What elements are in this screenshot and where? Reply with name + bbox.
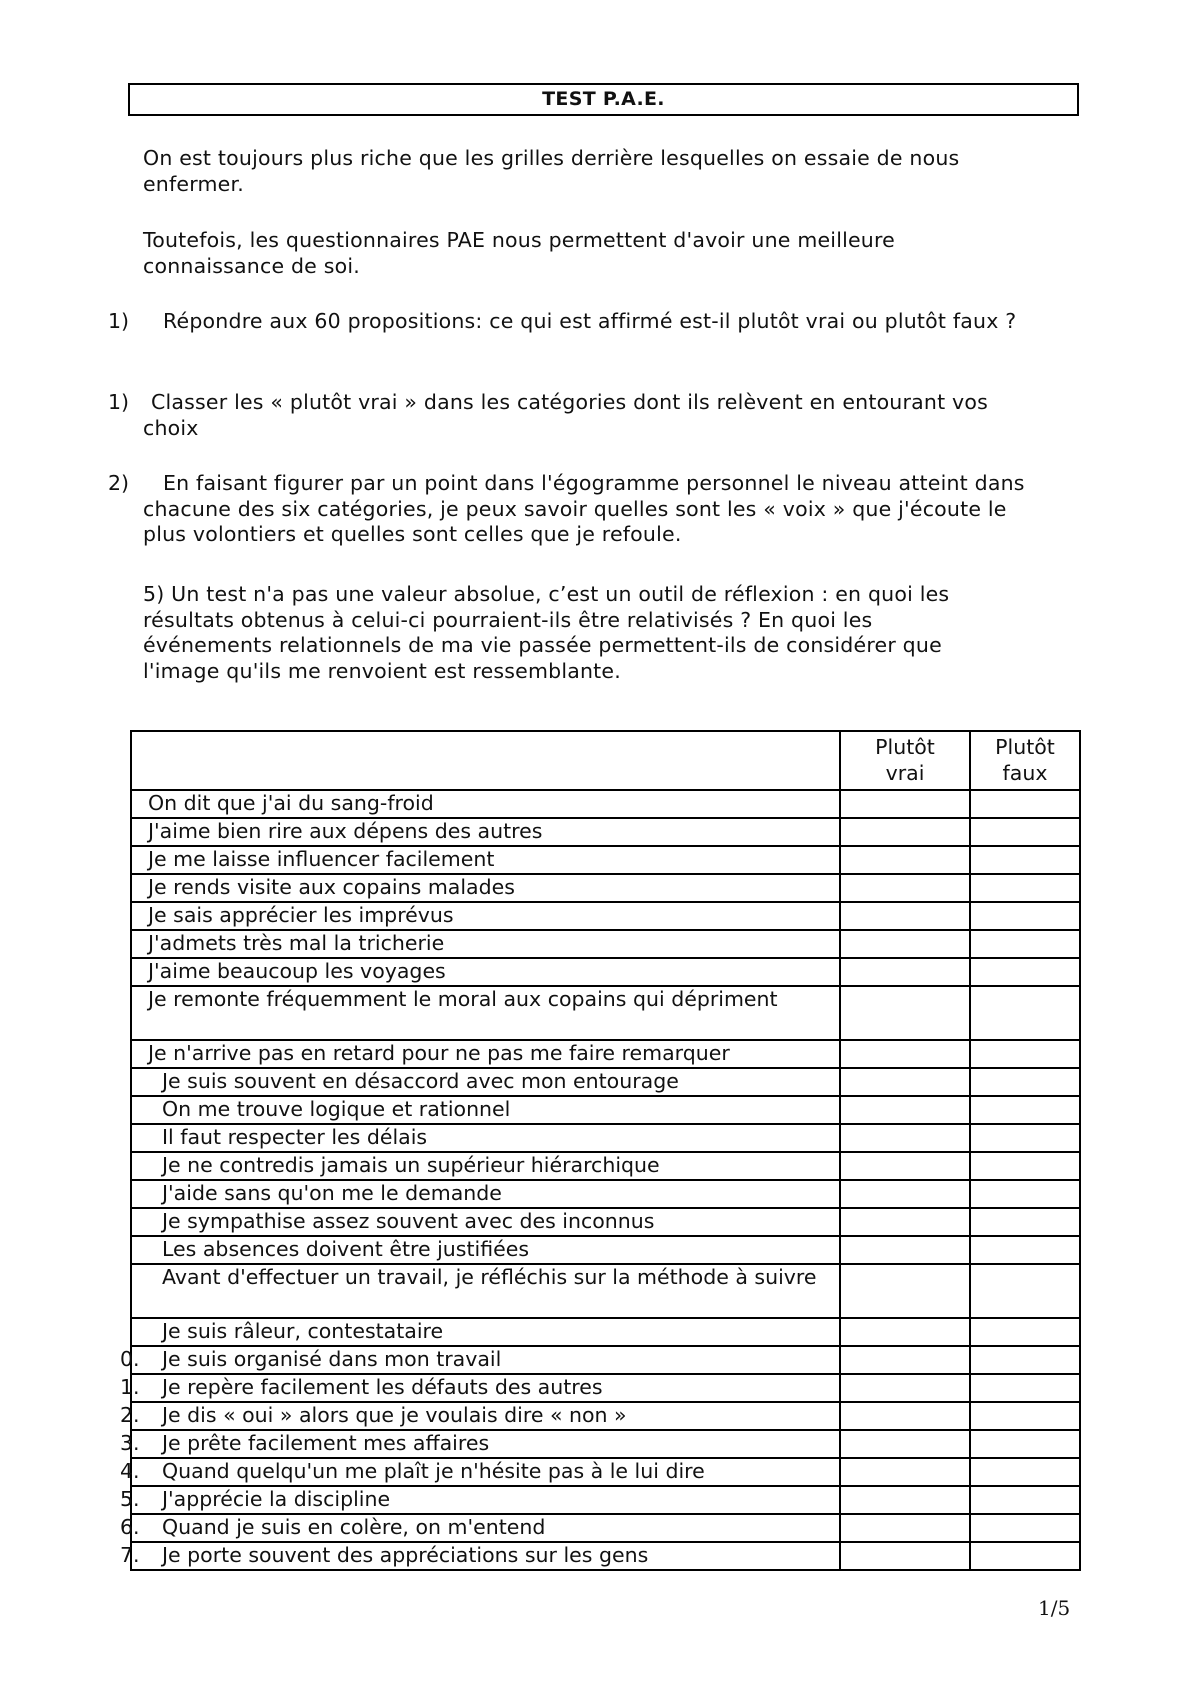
plutot-vrai-answer-cell[interactable] xyxy=(840,902,970,930)
plutot-vrai-answer-cell[interactable] xyxy=(840,958,970,986)
table-row xyxy=(131,1514,1080,1542)
statement-text: Je suis râleur, contestataire xyxy=(162,1319,444,1343)
statement-number: 1. xyxy=(120,1375,140,1399)
plutot-faux-answer-cell[interactable] xyxy=(970,1180,1080,1208)
plutot-faux-answer-cell[interactable] xyxy=(970,1152,1080,1180)
statement-cell xyxy=(120,1458,840,1486)
table-row xyxy=(131,1236,1080,1264)
statement-text: Je sais apprécier les imprévus xyxy=(148,903,454,927)
statement-text: Je prête facilement mes affaires xyxy=(162,1431,490,1455)
plutot-faux-answer-cell[interactable] xyxy=(970,1068,1080,1096)
plutot-vrai-answer-cell[interactable] xyxy=(840,1208,970,1236)
statement-cell xyxy=(120,1346,840,1374)
plutot-vrai-answer-cell[interactable] xyxy=(840,1430,970,1458)
table-row xyxy=(131,1346,1080,1374)
intro-paragraph-1: On est toujours plus riche que les grilles derrière lesquelles on essaie de nous enfermer. xyxy=(143,146,960,196)
statement-cell xyxy=(131,874,840,902)
statement-text: Je ne contredis jamais un supérieur hiérarchique xyxy=(162,1153,660,1177)
statement-text: Je repère facilement les défauts des autres xyxy=(162,1375,603,1399)
plutot-faux-answer-cell[interactable] xyxy=(970,902,1080,930)
table-row xyxy=(131,1208,1080,1236)
plutot-faux-answer-cell[interactable] xyxy=(970,1346,1080,1374)
plutot-faux-answer-cell[interactable] xyxy=(970,1318,1080,1346)
statement-cell xyxy=(120,1542,840,1570)
statement-cell xyxy=(120,1430,840,1458)
plutot-faux-answer-cell[interactable] xyxy=(970,1208,1080,1236)
plutot-faux-answer-cell[interactable] xyxy=(970,930,1080,958)
statement-cell xyxy=(131,1318,840,1346)
statement-cell xyxy=(131,1208,840,1236)
plutot-vrai-answer-cell[interactable] xyxy=(840,846,970,874)
plutot-vrai-answer-cell[interactable] xyxy=(840,874,970,902)
plutot-vrai-answer-cell[interactable] xyxy=(840,986,970,1040)
statement-cell xyxy=(131,1096,840,1124)
statement-cell xyxy=(131,1152,840,1180)
table-row xyxy=(131,1068,1080,1096)
plutot-faux-answer-cell[interactable] xyxy=(970,790,1080,818)
step-number-1: 1) xyxy=(108,309,130,333)
statement-cell xyxy=(131,1040,840,1068)
plutot-faux-answer-cell[interactable] xyxy=(970,846,1080,874)
statement-text: Il faut respecter les délais xyxy=(162,1125,428,1149)
step-text-1: Répondre aux 60 propositions: ce qui est affirmé est-il plutôt vrai ou plutôt faux ? xyxy=(163,309,1017,333)
plutot-faux-answer-cell[interactable] xyxy=(970,1542,1080,1570)
plutot-faux-answer-cell[interactable] xyxy=(970,818,1080,846)
header-empty-cell xyxy=(131,731,840,790)
statement-cell xyxy=(131,846,840,874)
statement-cell xyxy=(131,958,840,986)
plutot-vrai-answer-cell[interactable] xyxy=(840,1402,970,1430)
statement-cell xyxy=(131,930,840,958)
plutot-vrai-answer-cell[interactable] xyxy=(840,818,970,846)
statement-cell xyxy=(131,818,840,846)
step-text-2: Classer les « plutôt vrai » dans les catégories dont ils relèvent en entourant vos choix xyxy=(143,390,988,440)
statement-cell xyxy=(120,1486,840,1514)
statement-cell xyxy=(131,1068,840,1096)
table-row xyxy=(131,818,1080,846)
plutot-vrai-answer-cell[interactable] xyxy=(840,1096,970,1124)
statement-number: 5. xyxy=(120,1487,140,1511)
plutot-vrai-answer-cell[interactable] xyxy=(840,1040,970,1068)
statement-text: On me trouve logique et rationnel xyxy=(162,1097,511,1121)
plutot-vrai-answer-cell[interactable] xyxy=(840,1374,970,1402)
table-row xyxy=(131,1458,1080,1486)
plutot-faux-answer-cell[interactable] xyxy=(970,1430,1080,1458)
statement-cell xyxy=(131,1264,840,1318)
statement-text: Quand je suis en colère, on m'entend xyxy=(162,1515,546,1539)
plutot-faux-answer-cell[interactable] xyxy=(970,1374,1080,1402)
statement-text: Je porte souvent des appréciations sur les gens xyxy=(162,1543,649,1567)
plutot-vrai-answer-cell[interactable] xyxy=(840,1068,970,1096)
plutot-vrai-answer-cell[interactable] xyxy=(840,1236,970,1264)
table-row xyxy=(131,790,1080,818)
statement-text: J'aide sans qu'on me le demande xyxy=(162,1181,502,1205)
table-row xyxy=(131,1180,1080,1208)
statement-number: 7. xyxy=(120,1543,140,1567)
statement-text: Avant d'effectuer un travail, je réfléchis sur la méthode à suivre xyxy=(162,1265,817,1289)
statement-number: 6. xyxy=(120,1515,140,1539)
plutot-faux-answer-cell[interactable] xyxy=(970,1458,1080,1486)
table-row xyxy=(131,1430,1080,1458)
statement-text: Je dis « oui » alors que je voulais dire « non » xyxy=(162,1403,627,1427)
plutot-vrai-answer-cell[interactable] xyxy=(840,930,970,958)
statement-text: J'aime bien rire aux dépens des autres xyxy=(148,819,543,843)
table-row xyxy=(131,1402,1080,1430)
statement-number: 2. xyxy=(120,1403,140,1427)
plutot-faux-answer-cell[interactable] xyxy=(970,1486,1080,1514)
statement-text: Je n'arrive pas en retard pour ne pas me faire remarquer xyxy=(148,1041,730,1065)
statement-text: Je me laisse influencer facilement xyxy=(148,847,495,871)
plutot-vrai-answer-cell[interactable] xyxy=(840,1458,970,1486)
table-row xyxy=(131,1040,1080,1068)
statement-text: Je suis organisé dans mon travail xyxy=(162,1347,502,1371)
plutot-faux-answer-cell[interactable] xyxy=(970,1264,1080,1318)
statement-cell xyxy=(131,790,840,818)
header-plutot-vrai: Plutôt vrai xyxy=(840,731,970,790)
statement-text: Je sympathise assez souvent avec des inconnus xyxy=(162,1209,655,1233)
document-title: TEST P.A.E. xyxy=(128,83,1079,116)
plutot-vrai-answer-cell[interactable] xyxy=(840,790,970,818)
plutot-faux-answer-cell[interactable] xyxy=(970,1040,1080,1068)
statement-text: Les absences doivent être justifiées xyxy=(162,1237,530,1261)
plutot-faux-answer-cell[interactable] xyxy=(970,1096,1080,1124)
plutot-faux-answer-cell[interactable] xyxy=(970,874,1080,902)
statement-cell xyxy=(131,1236,840,1264)
table-row xyxy=(131,958,1080,986)
statement-number: 0. xyxy=(120,1347,140,1371)
statement-cell xyxy=(131,986,840,1040)
page-number: 1/5 xyxy=(1038,1596,1071,1620)
table-row xyxy=(131,902,1080,930)
plutot-faux-answer-cell[interactable] xyxy=(970,1124,1080,1152)
plutot-faux-answer-cell[interactable] xyxy=(970,986,1080,1040)
statement-text: Je remonte fréquemment le moral aux copains qui déprime​nt xyxy=(148,987,778,1011)
statement-text: J'apprécie la discipline xyxy=(162,1487,391,1511)
statement-number: 4. xyxy=(120,1459,140,1483)
step-number-2: 1) xyxy=(108,390,130,414)
table-row xyxy=(131,874,1080,902)
statement-text: Quand quelqu'un me plaît je n'hésite pas à le lui dire xyxy=(162,1459,705,1483)
plutot-vrai-answer-cell[interactable] xyxy=(840,1514,970,1542)
header-plutot-faux: Plutôt faux xyxy=(970,731,1080,790)
plutot-vrai-answer-cell[interactable] xyxy=(840,1542,970,1570)
statement-cell xyxy=(120,1374,840,1402)
plutot-vrai-answer-cell[interactable] xyxy=(840,1346,970,1374)
table-row xyxy=(131,1318,1080,1346)
questionnaire-table xyxy=(120,730,1081,1571)
table-row xyxy=(131,1374,1080,1402)
table-row xyxy=(131,930,1080,958)
table-row xyxy=(131,1152,1080,1180)
plutot-vrai-answer-cell[interactable] xyxy=(840,1318,970,1346)
statement-text: Je rends visite aux copains malades xyxy=(148,875,515,899)
step-number-3: 2) xyxy=(108,471,130,495)
plutot-faux-answer-cell[interactable] xyxy=(970,1236,1080,1264)
table-row xyxy=(131,1486,1080,1514)
plutot-vrai-answer-cell[interactable] xyxy=(840,1124,970,1152)
plutot-vrai-answer-cell[interactable] xyxy=(840,1486,970,1514)
statement-number: 3. xyxy=(120,1431,140,1455)
statement-cell xyxy=(131,902,840,930)
plutot-faux-answer-cell[interactable] xyxy=(970,958,1080,986)
table-row xyxy=(131,1542,1080,1570)
step-text-3: En faisant figurer par un point dans l'égogramme personnel le niveau atteint dans chacune des six catégories, je peux savoir quelles sont les « voix » que j'écoute le plus volontiers et quelles sont celles que je refoule. xyxy=(143,471,1025,546)
statement-text: J'admets très mal la tricherie xyxy=(148,931,445,955)
intro-paragraph-2: Toutefois, les questionnaires PAE nous permettent d'avoir une meilleure connaissance de soi. xyxy=(143,228,895,278)
plutot-faux-answer-cell[interactable] xyxy=(970,1514,1080,1542)
plutot-vrai-answer-cell[interactable] xyxy=(840,1180,970,1208)
statement-cell xyxy=(120,1514,840,1542)
statement-text: J'aime beaucoup les voyages xyxy=(148,959,446,983)
table-row xyxy=(131,1096,1080,1124)
plutot-vrai-answer-cell[interactable] xyxy=(840,1152,970,1180)
table-row xyxy=(131,846,1080,874)
statement-cell xyxy=(131,1180,840,1208)
table-row xyxy=(131,1124,1080,1152)
plutot-vrai-answer-cell[interactable] xyxy=(840,1264,970,1318)
statement-text: Je suis souvent en désaccord avec mon entourage xyxy=(162,1069,679,1093)
table-row xyxy=(131,1264,1080,1318)
plutot-faux-answer-cell[interactable] xyxy=(970,1402,1080,1430)
statement-cell xyxy=(120,1402,840,1430)
statement-text: On dit que j'ai du sang-froid xyxy=(148,791,434,815)
step-5-paragraph: 5) Un test n'a pas une valeur absolue, c’est un outil de réflexion : en quoi les résultats obtenus à celui-ci pourraient-ils être relativisés ? En quoi les événements relationnels de ma vie passée permettent-ils de considérer que l'image qu'ils me renvoient est ressemblante. xyxy=(143,582,950,683)
statement-cell xyxy=(131,1124,840,1152)
table-row xyxy=(131,986,1080,1040)
